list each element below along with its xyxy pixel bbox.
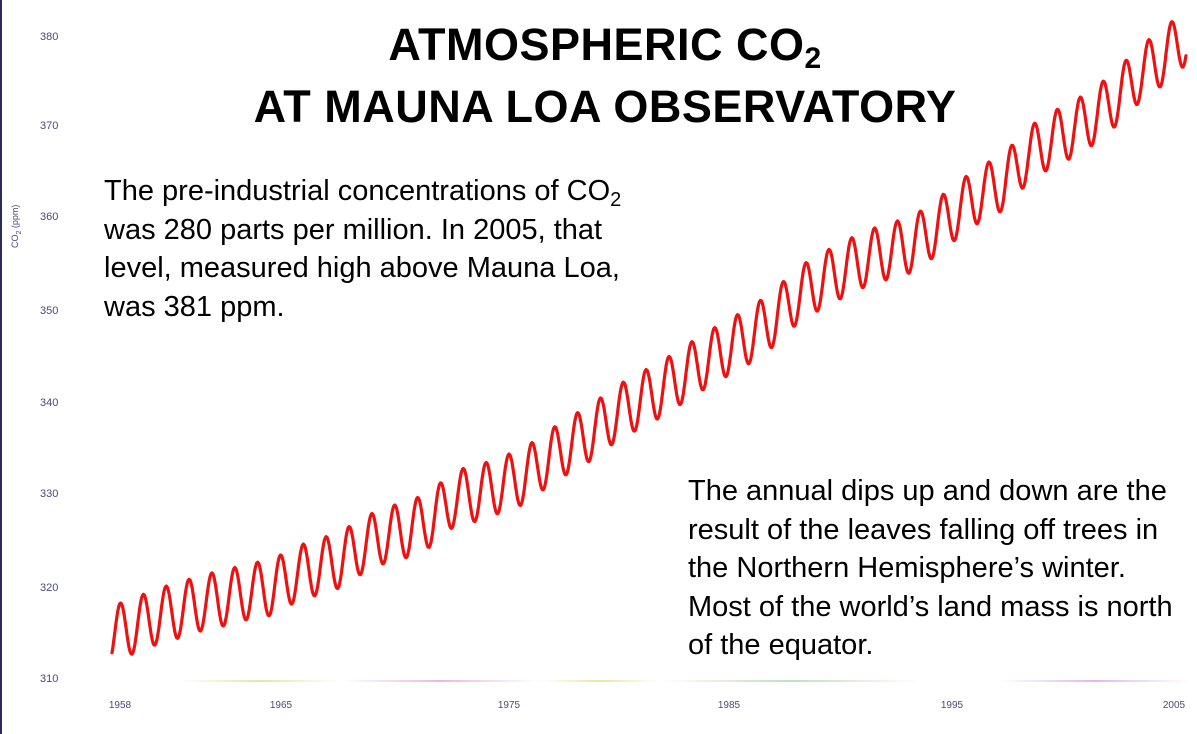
y-axis-title <box>10 205 23 248</box>
title-line-1 <box>130 14 1080 76</box>
y-tick-350: 350 <box>40 305 59 317</box>
baseline-tint-1 <box>180 680 340 682</box>
y-axis-title-sub: 2 <box>15 230 23 235</box>
callout-left-sub: 2 <box>610 189 622 211</box>
x-tick-1985: 1985 <box>717 700 741 711</box>
x-tick-1995: 1995 <box>940 700 964 711</box>
callout-preindustrial <box>104 172 624 326</box>
x-tick-1975: 1975 <box>497 700 521 711</box>
y-tick-340: 340 <box>40 397 59 409</box>
x-tick-2005: 2005 <box>1162 700 1186 711</box>
y-tick-320: 320 <box>40 582 59 594</box>
callout-seasonal-cycle <box>688 472 1188 665</box>
y-tick-370: 370 <box>40 120 59 132</box>
callout-left-text <box>104 172 624 326</box>
baseline-tint-4 <box>660 680 920 682</box>
chart-left-border <box>0 0 2 734</box>
y-axis-title-pre: CO <box>10 234 20 248</box>
x-tick-1958: 1958 <box>108 700 132 711</box>
y-tick-330: 330 <box>40 488 59 500</box>
y-tick-360: 360 <box>40 211 59 223</box>
title-line-2: AT MAUNA LOA OBSERVATORY <box>253 81 957 133</box>
callout-right-text: The annual dips up and down are the result of the leaves falling off trees in the Northern Hemisphere’s winter. Most of the world’s land mass is north of the equator. <box>688 475 1173 662</box>
title-subscript-2: 2 <box>804 42 822 75</box>
page-title <box>130 14 1080 138</box>
x-tick-1965: 1965 <box>269 700 293 711</box>
baseline-tint-3 <box>540 680 660 682</box>
baseline-tint-2 <box>340 680 540 682</box>
callout-left-pre: The pre-industrial concentrations of CO <box>104 175 611 207</box>
baseline-tint-5 <box>1000 680 1190 682</box>
y-tick-310: 310 <box>40 673 59 685</box>
title-line-1-text: ATMOSPHERIC CO <box>388 19 805 70</box>
y-axis-title-post: (ppm) <box>10 204 20 231</box>
y-tick-380: 380 <box>40 31 59 43</box>
callout-left-post: was 280 parts per million. In 2005, that level, measured high above Mauna Loa, was 381 ppm. <box>104 213 620 323</box>
